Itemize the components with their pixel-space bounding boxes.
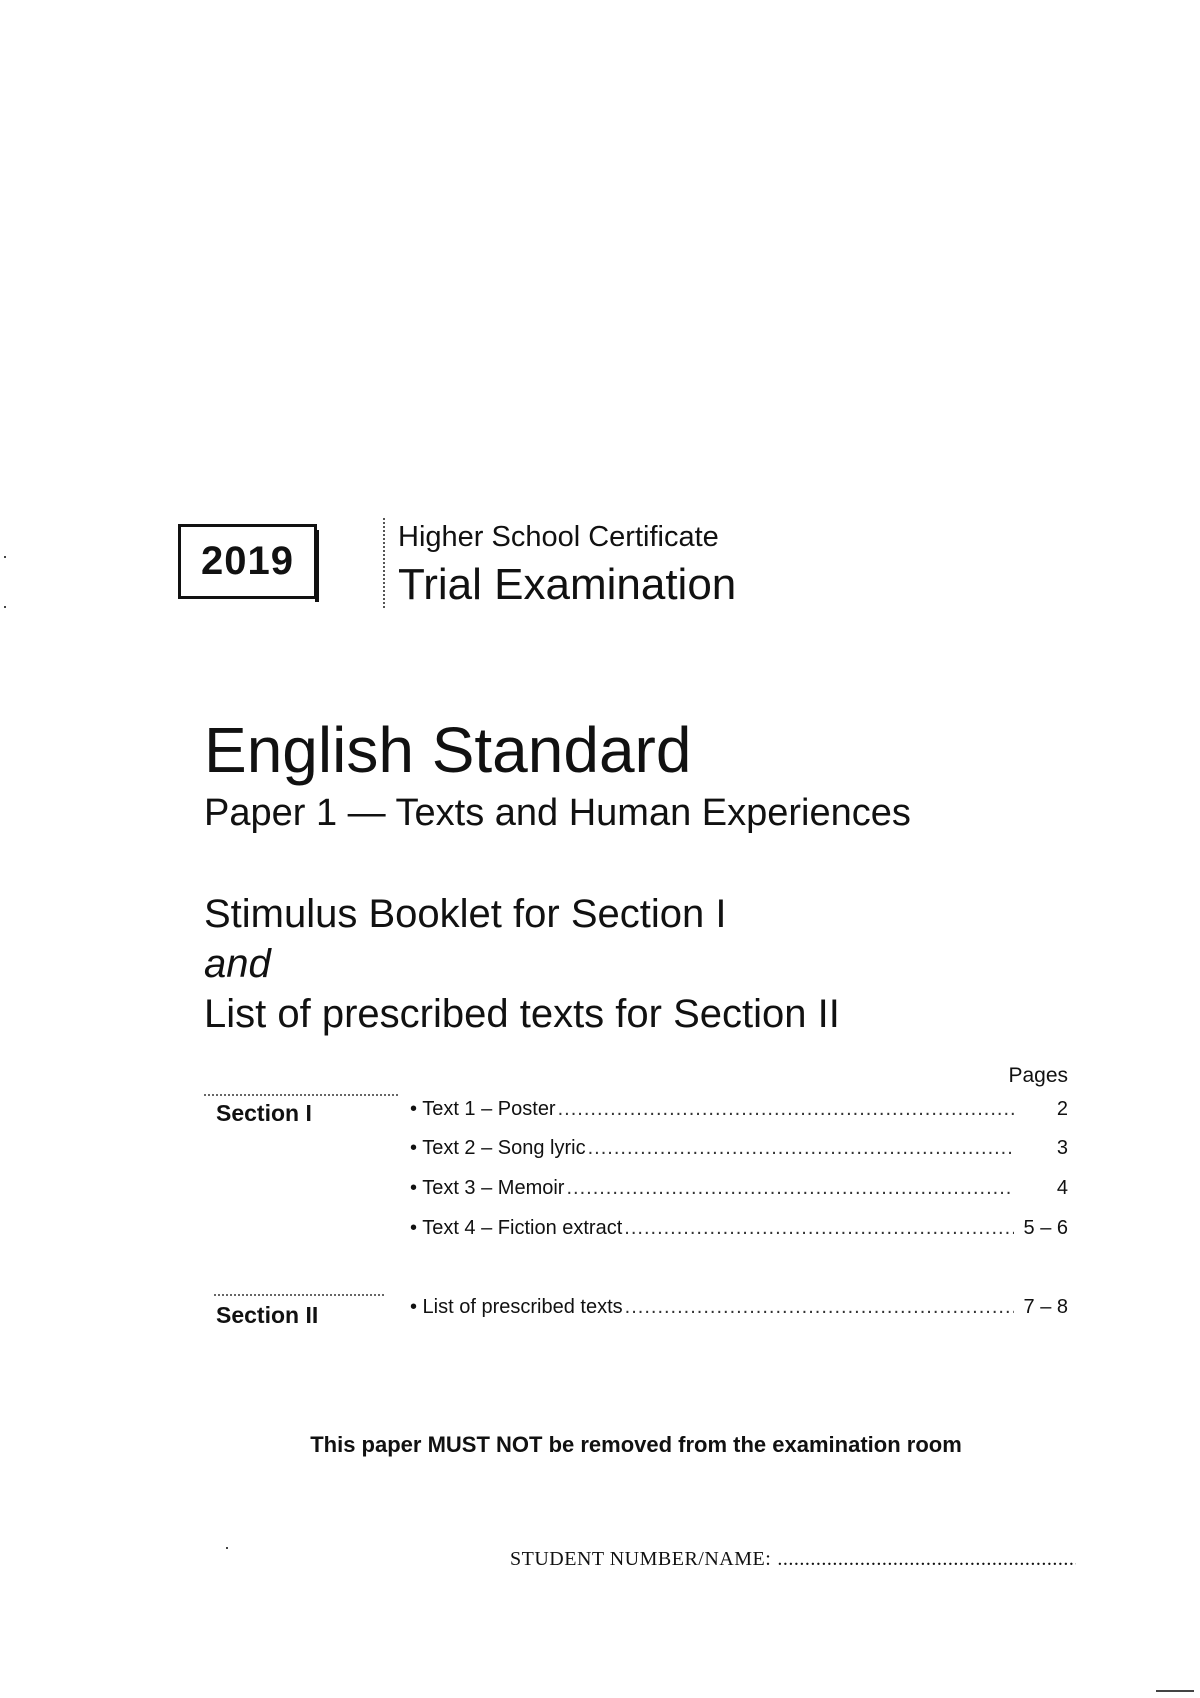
toc-item [410,1294,1068,1320]
removal-notice: This paper MUST NOT be removed from the examination room [310,1432,962,1457]
toc-item [410,1096,1068,1122]
toc-item-label: • Text 2 – Song lyric [410,1137,586,1159]
section-1-label: Section I [216,1100,312,1126]
header-divider [383,518,386,608]
paper-title: Paper 1 — Texts and Human Experiences [204,792,911,834]
toc-item [410,1215,1068,1241]
exam-type: Trial Examination [398,560,737,609]
scan-speck [4,556,6,558]
year-box-shadow [315,530,319,602]
scan-speck [1156,1690,1194,1692]
toc-leader [558,1096,1014,1122]
toc-leader [625,1294,1014,1320]
toc-item [410,1135,1068,1161]
toc-item-pages: 7 – 8 [1023,1296,1068,1318]
section-2-label: Section II [216,1302,319,1328]
student-number-field [510,1548,1076,1571]
scan-speck [4,606,6,608]
toc-item-label: • Text 1 – Poster [410,1098,556,1120]
toc-item-pages: 3 [1056,1137,1068,1159]
toc-item [410,1175,1068,1201]
booklet-line-2: List of prescribed texts for Section II [204,992,840,1036]
section-1-rule [204,1094,398,1096]
toc-item-pages: 5 – 6 [1023,1217,1068,1239]
booklet-line-1: Stimulus Booklet for Section I [204,892,727,936]
pages-header: Pages [1008,1064,1068,1087]
toc-item-label: • Text 4 – Fiction extract [410,1217,623,1239]
toc-item-label: • List of prescribed texts [410,1296,623,1318]
subject-title: English Standard [204,714,692,786]
toc-item-pages: 2 [1056,1098,1068,1120]
toc-leader [624,1215,1014,1241]
section-2-rule [214,1294,384,1296]
booklet-and: and [204,942,271,986]
toc-item-pages: 4 [1056,1177,1068,1199]
scan-speck [226,1547,228,1549]
toc-item-label: • Text 3 – Memoir [410,1177,565,1199]
toc-leader [588,1135,1014,1161]
student-field-leader [777,1548,1076,1571]
student-field-label: STUDENT NUMBER/NAME: [510,1548,772,1570]
toc-leader [566,1175,1014,1201]
certificate-name: Higher School Certificate [398,521,719,553]
year-box: 2019 [178,524,317,599]
